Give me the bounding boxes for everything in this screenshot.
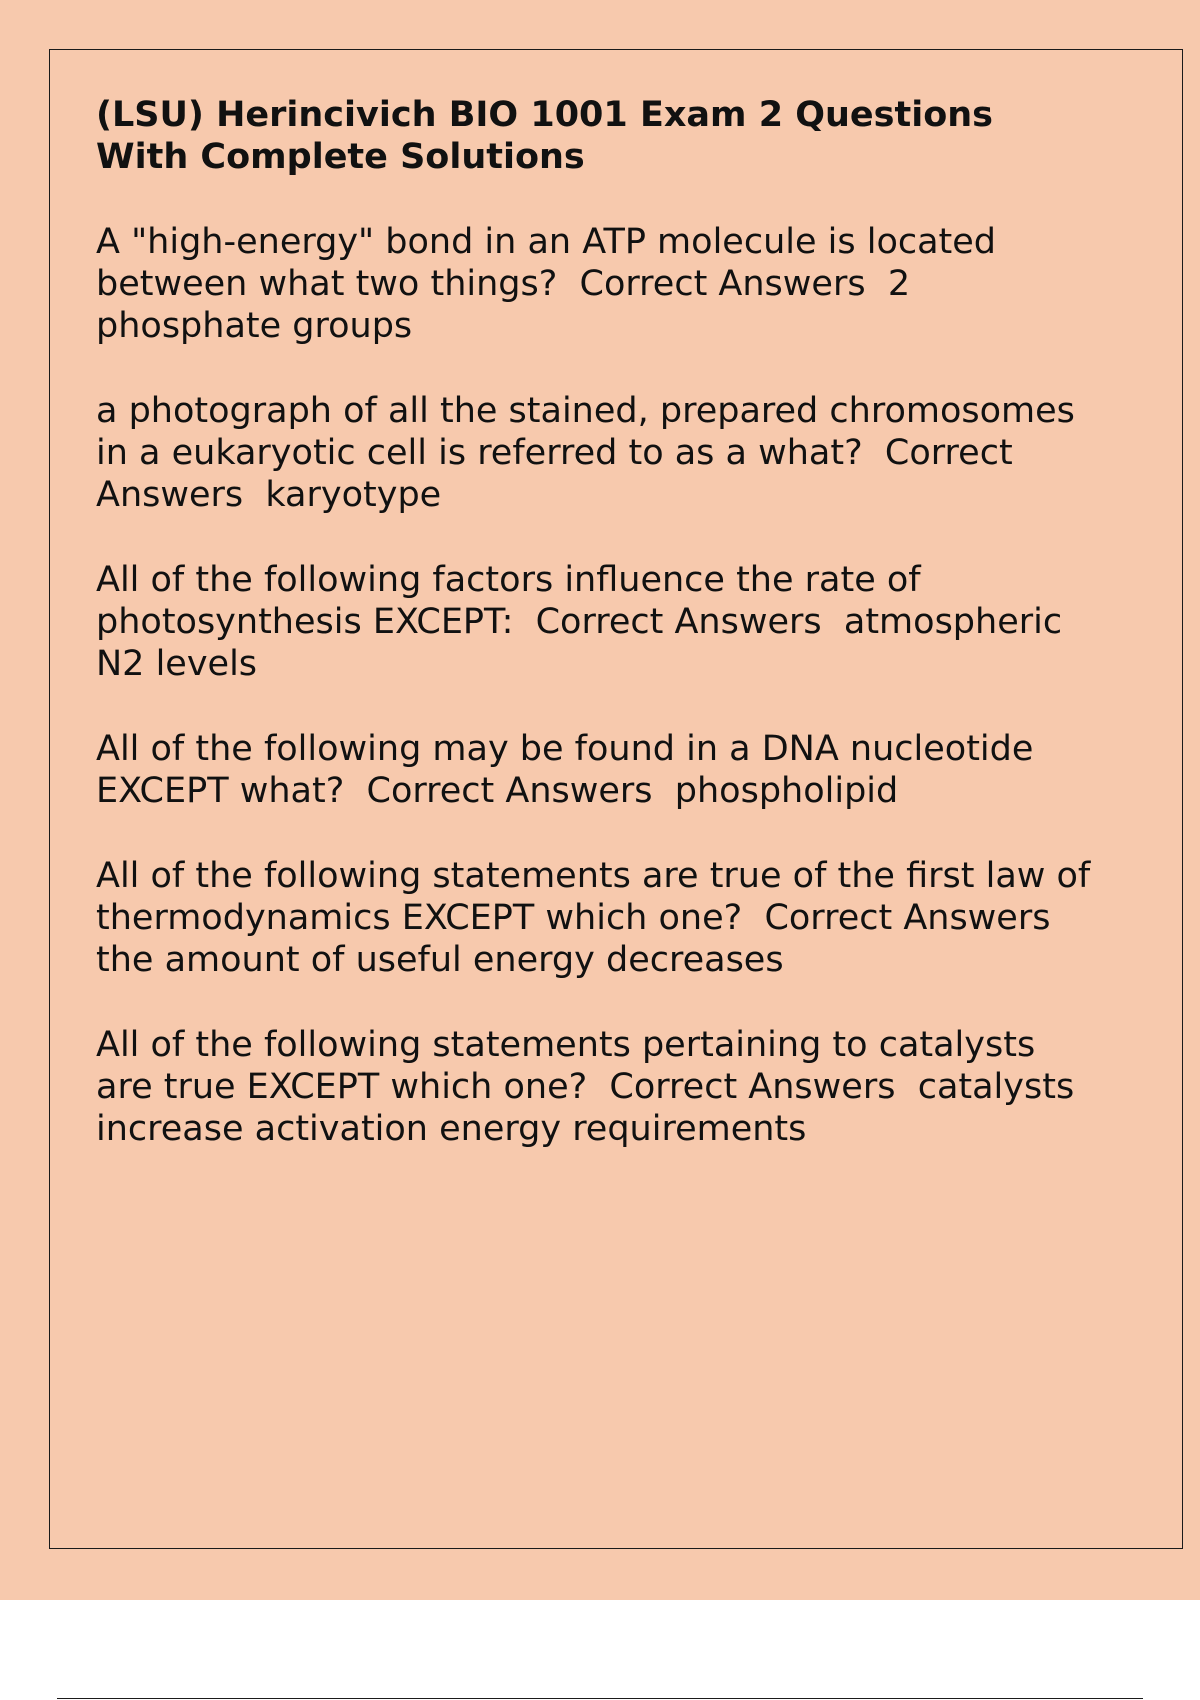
footer-divider [57, 1698, 1143, 1699]
qa-item-2: a photograph of all the stained, prepared chromosomes in a eukaryotic cell is referred to as a what? Correct Answers karyotype [96, 391, 1087, 515]
qa-item-3: All of the following factors influence the rate of photosynthesis EXCEPT: Correct Answers atmospheric N2 levels [96, 560, 1074, 684]
document-title: (LSU) Herincivich BIO 1001 Exam 2 Questions With Complete Solutions [96, 95, 994, 177]
qa-item-4: All of the following may be found in a DNA nucleotide EXCEPT what? Correct Answers phospholipid [96, 729, 1045, 811]
document-body [96, 94, 1102, 1193]
question-answer-list [96, 221, 1102, 1150]
qa-item-1: A "high-energy" bond in an ATP molecule is located between what two things? Correct Answers 2 phosphate groups [96, 222, 1008, 346]
qa-item-5: All of the following statements are true of the first law of thermodynamics EXCEPT which one? Correct Answers the amount of useful energy decreases [96, 856, 1102, 980]
qa-item-6: All of the following statements pertaining to catalysts are true EXCEPT which one? Correct Answers catalysts increase activation energy requirements [96, 1025, 1086, 1149]
